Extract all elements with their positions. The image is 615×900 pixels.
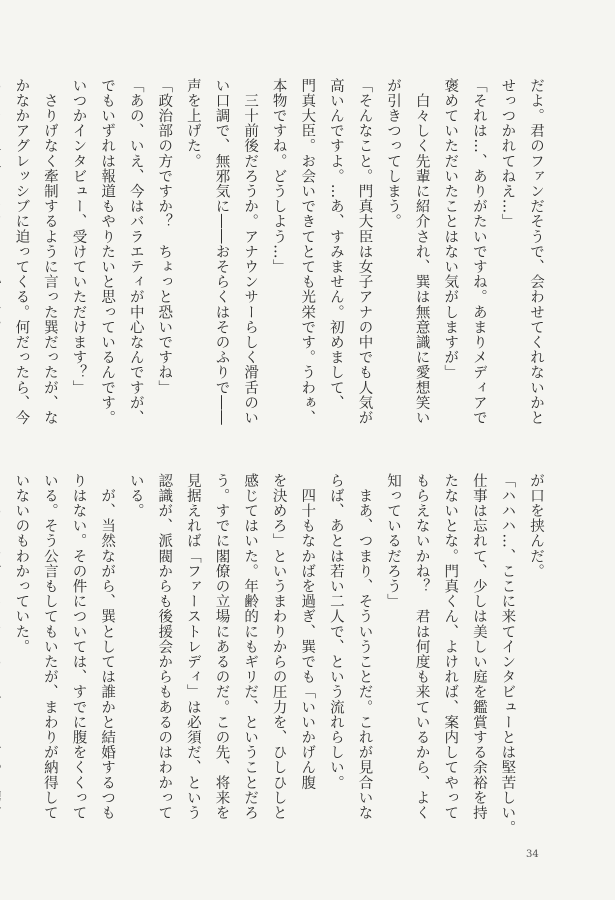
text-line: りはない。その件については、すでに腹をくくって — [70, 473, 87, 821]
text-line: いないのもわかっていた。 — [13, 473, 30, 655]
text-line: でもいずれは報道もやりたいと思っているんです。 — [99, 78, 116, 426]
text-line: いる。そう公言もしてもいたが、まわりが納得して — [41, 473, 58, 821]
text-line: 「そんなこと。門真大臣は女子アナの中でも人気が — [356, 78, 373, 426]
text-line: いつかインタビュー、受けていただけます？」 — [70, 78, 87, 396]
text-line: 本物ですね。どうしよう…」 — [270, 78, 287, 275]
text-line — [0, 473, 7, 818]
text-line: が、当然ながら、巽としては誰かと結婚するつも — [99, 473, 116, 821]
page-number: 34 — [526, 849, 539, 860]
text-line: 「政治部の方ですか？ ちょっと恐いですね」 — [156, 78, 173, 396]
text-line: かなかアグレッシブに迫ってくる。何だったら、今 — [13, 78, 30, 426]
text-line: 認識が、派閥からも後援会からもあるのはわかって — [156, 473, 173, 821]
text-line: 仕事は忘れて、少しは美しい庭を鑑賞する余裕を持 — [470, 473, 487, 821]
text-line: が口を挟んだ。 — [528, 473, 544, 579]
text-line: 「それは…、ありがたいですね。あまりメディアで — [470, 78, 487, 426]
text-line: 声を上げた。 — [184, 78, 201, 169]
text-line: せっつかれてねえ…」 — [499, 78, 516, 229]
text-line: もらえないかね？ 君は何度も来ているから、よく — [413, 473, 430, 821]
text-line: だよ。君のファンだそうで、会わせてくれないかと — [528, 78, 544, 426]
text-line: 感じてはいた。年齢的にもギリだ、ということだろ — [242, 473, 259, 821]
text-line: まあ、つまり、そういうことだ。これが見合いな — [356, 473, 373, 821]
text-line: らば、あとは若い二人で、という流れらしい。 — [327, 473, 344, 791]
text-line: 白々しく先輩に紹介され、巽は無意識に愛想笑い — [413, 78, 430, 426]
text-line: 門真大臣。お会いできてとても光栄です。うわぁ、 — [299, 78, 316, 426]
text-line: い口調で、無邪気に――おそらくはそのふりで―― — [213, 78, 230, 426]
text-line: 高いんですよ。…あ、すみません。初めまして、 — [327, 78, 344, 411]
text-line: 「あの、いえ、今はバラエティが中心なんですが、 — [127, 78, 144, 426]
upper-text-block — [13, 78, 550, 426]
text-line: 「ハハハ…、ここに来てインタビューとは堅苦しい。 — [499, 473, 516, 836]
text-line: 見据えれば「ファーストレディ」は必須だ、という — [184, 473, 201, 821]
text-line: う。すでに閣僚の立場にあるのだ。この先、将来を — [213, 473, 230, 821]
text-line: いる。 — [127, 473, 144, 519]
text-line: たないとな。門真くん、よければ、案内してやって — [442, 473, 459, 821]
text-line: を決めろ」というまわりからの圧力を、ひしひしと — [270, 473, 287, 821]
lower-text-block — [13, 473, 550, 836]
text-line: さりげなく牽制するように言った巽だったが、な — [41, 78, 58, 426]
text-line: 知っているだろう」 — [385, 473, 402, 609]
text-line: 褒めていただいたことはない気がしますが」 — [442, 78, 459, 380]
text-line: 四十もなかばを過ぎ、巽でも「いいかげん腹 — [299, 473, 316, 791]
text-line: 三十前後だろうか。アナウンサーらしく滑舌のい — [242, 78, 259, 426]
text-line — [0, 78, 7, 423]
text-line: が引きつってしまう。 — [385, 78, 402, 229]
